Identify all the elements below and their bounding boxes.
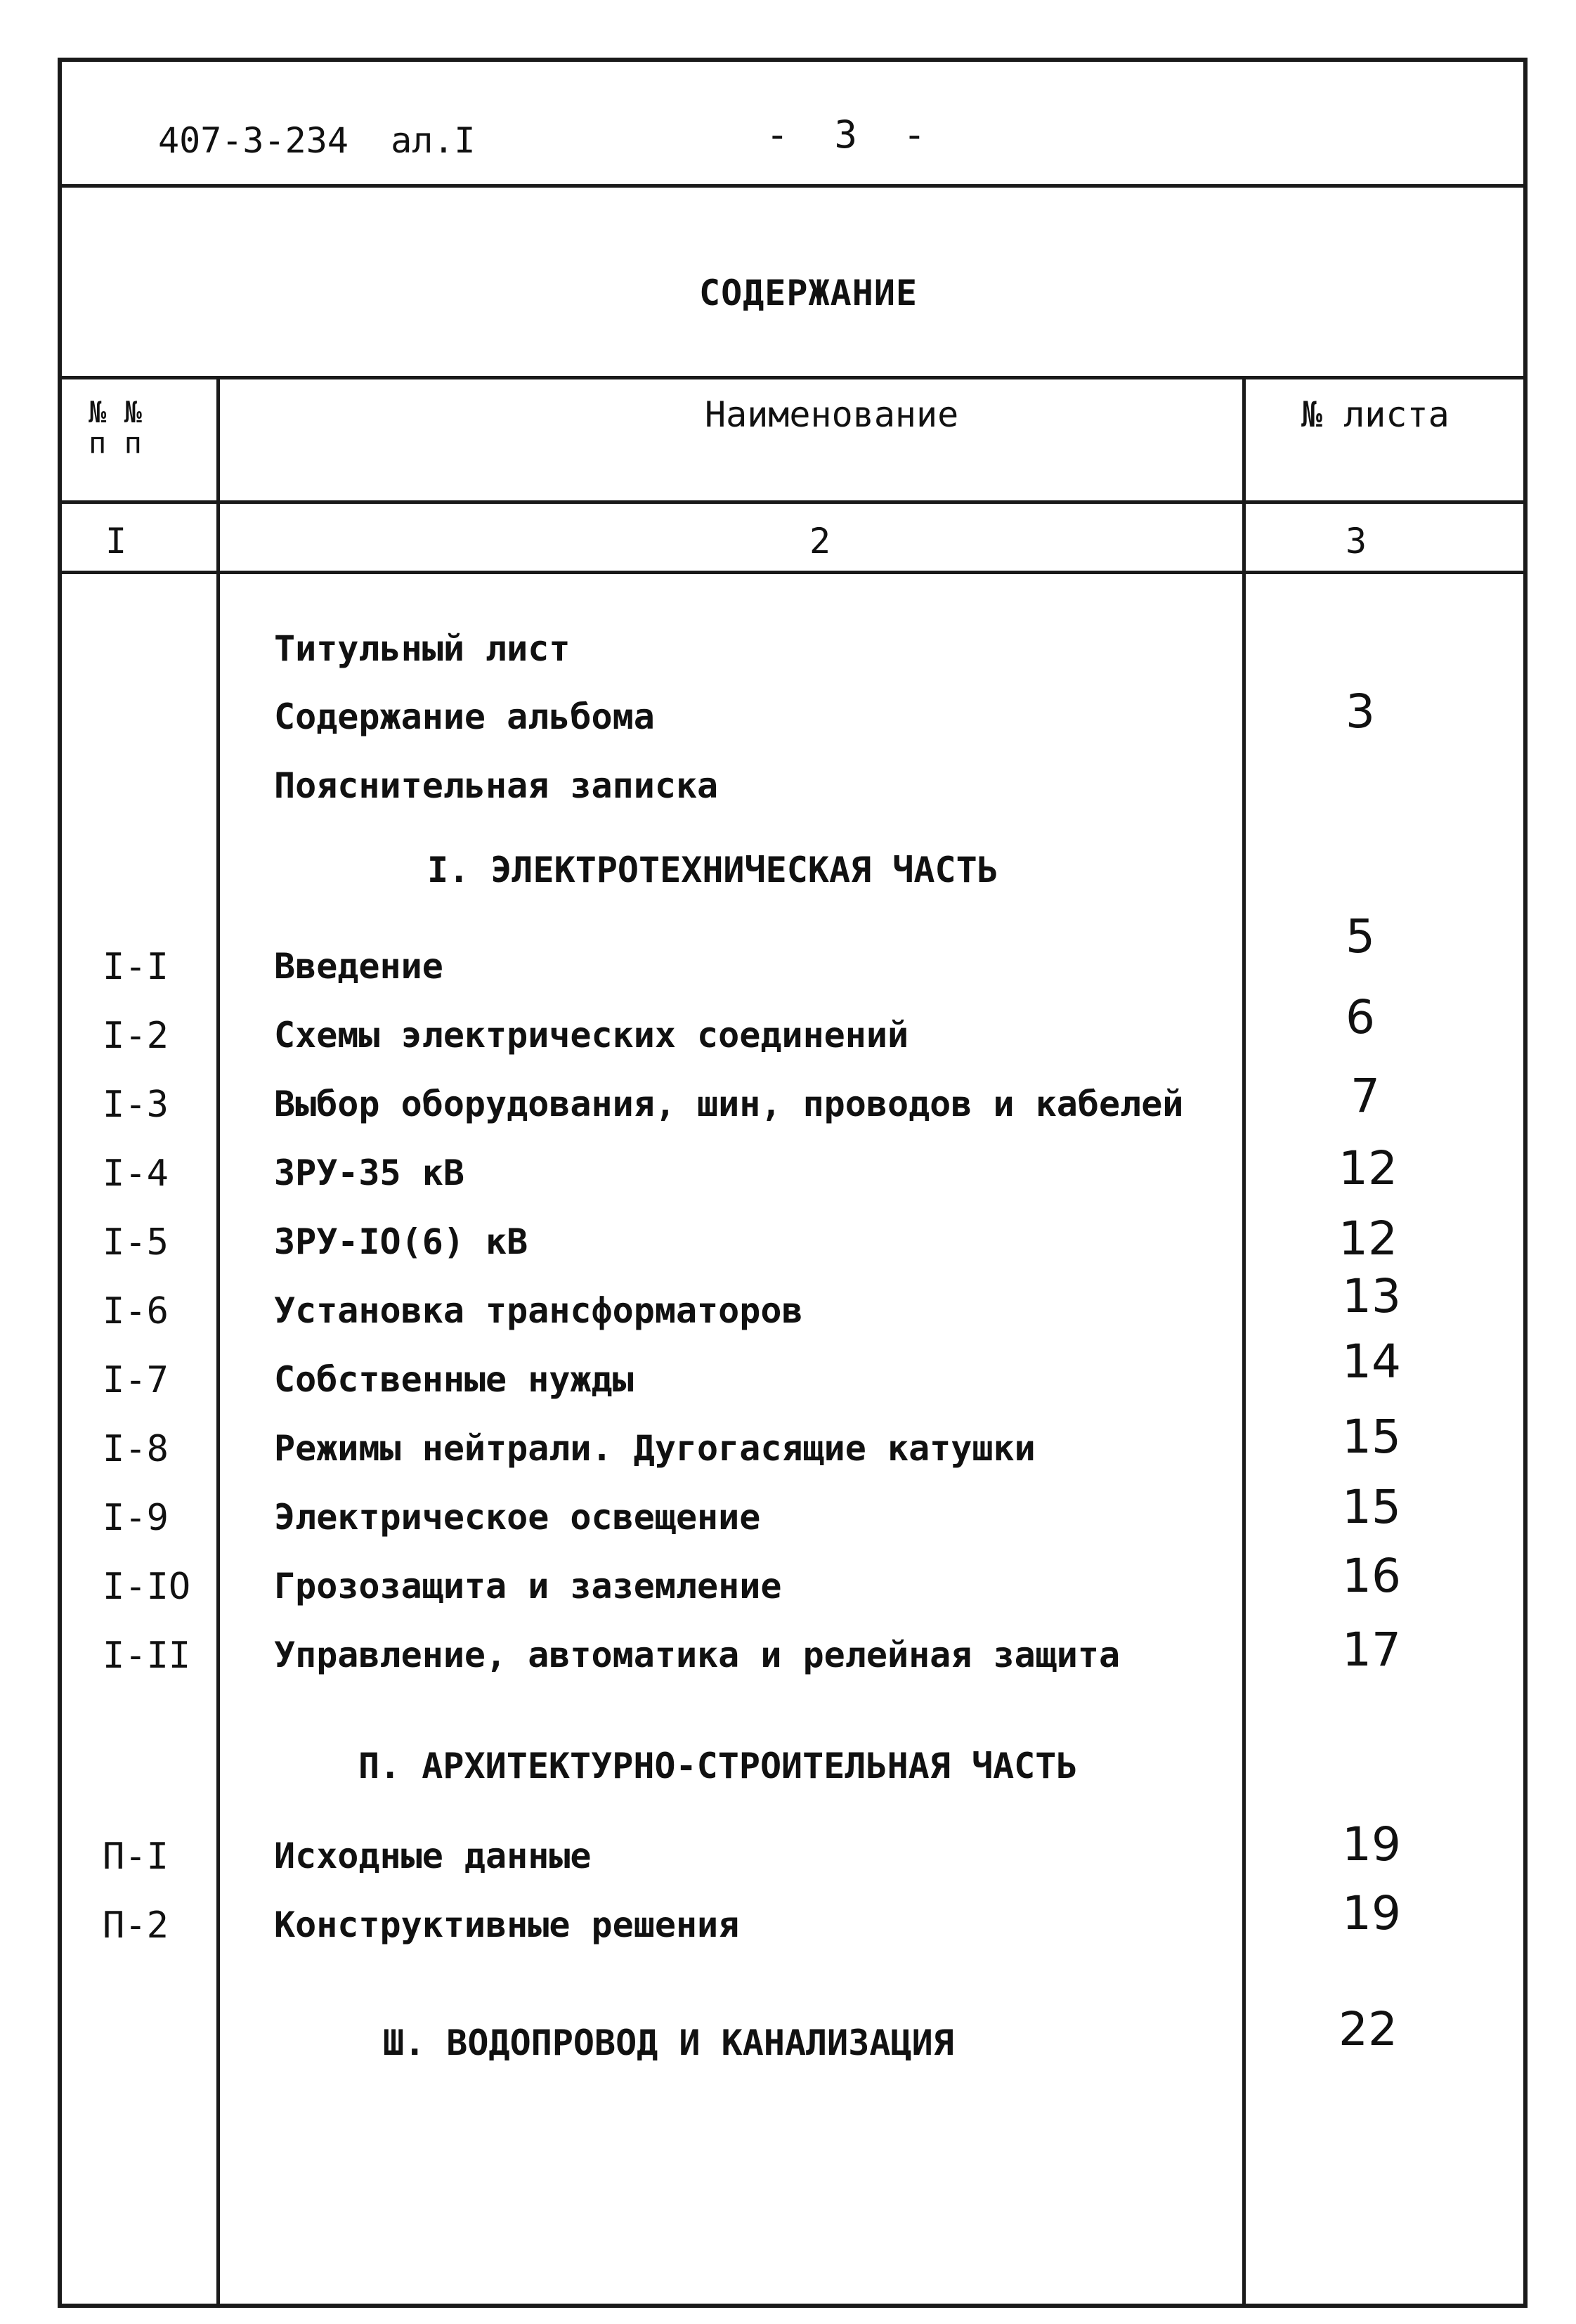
section-title-electrical: I. ЭЛЕКТРОТЕХНИЧЕСКАЯ ЧАСТЬ [427,850,998,890]
toc-page: 12 [1339,1141,1398,1195]
toc-number: I-II [103,1635,191,1677]
toc-page: 6 [1346,990,1375,1044]
toc-page: 16 [1342,1549,1401,1603]
toc-number: I-6 [103,1290,169,1332]
column-header-number: № № п п [89,395,142,461]
column-index-2: 2 [809,521,831,561]
toc-item: Установка трансформаторов [274,1290,803,1331]
toc-item-title-page: Титульный лист [274,628,571,669]
header-divider [58,184,1528,188]
toc-item: Грозозащита и заземление [274,1566,782,1606]
title-divider [58,376,1528,379]
section-title-water-supply: Ш. ВОДОПРОВОД И КАНАЛИЗАЦИЯ [383,2023,954,2063]
toc-page: 5 [1346,909,1375,963]
toc-item: Конструктивные решения [274,1904,740,1945]
toc-number: I-IO [103,1566,191,1608]
toc-number: П-I [103,1836,169,1878]
toc-page: 15 [1342,1480,1401,1534]
toc-item: ЗРУ-35 кВ [274,1153,464,1193]
toc-page-water-supply: 22 [1339,2002,1398,2056]
toc-page: 19 [1342,1817,1401,1871]
column-header-divider [58,500,1528,504]
section-title-architectural: П. АРХИТЕКТУРНО-СТРОИТЕЛЬНАЯ ЧАСТЬ [358,1746,1078,1786]
toc-number: I-8 [103,1428,169,1470]
toc-number: I-9 [103,1497,169,1539]
toc-item: Выбор оборудования, шин, проводов и кабелей [274,1084,1184,1124]
column-index-3: 3 [1346,521,1367,561]
column-header-name: Наименование [705,394,959,435]
index-row-divider [58,571,1528,574]
toc-page: 19 [1342,1886,1401,1940]
toc-page: 7 [1350,1069,1380,1123]
column-header-sheet: № листа [1301,394,1450,435]
toc-page: 17 [1342,1623,1401,1677]
toc-item: Схемы электрических соединений [274,1015,909,1056]
toc-item: Собственные нужды [274,1359,634,1400]
toc-page: 14 [1342,1335,1401,1389]
toc-number: П-2 [103,1904,169,1947]
column-index-1: I [105,521,127,561]
toc-number: I-I [103,946,169,988]
toc-number: I-3 [103,1084,169,1126]
page-title: СОДЕРЖАНИЕ [699,273,918,313]
toc-number: I-7 [103,1359,169,1401]
toc-item: Управление, автоматика и релейная защита [274,1635,1121,1675]
toc-page: 15 [1342,1410,1401,1464]
toc-number: I-5 [103,1221,169,1264]
toc-page-contents: 3 [1346,684,1375,739]
toc-page: 12 [1339,1212,1398,1266]
toc-item-explanatory-note: Пояснительная записка [274,765,719,806]
toc-number: I-2 [103,1015,169,1057]
toc-item: Исходные данные [274,1836,592,1876]
page-number: - 3 - [766,112,926,157]
toc-item-contents: Содержание альбома [274,696,655,737]
toc-item: ЗРУ-IO(6) кВ [274,1221,528,1262]
toc-item: Электрическое освещение [274,1497,761,1538]
toc-item: Введение [274,946,443,987]
toc-number: I-4 [103,1153,169,1195]
document-code: 407-3-234 ал.I [158,120,476,161]
toc-item: Режимы нейтрали. Дугогасящие катушки [274,1428,1036,1469]
toc-page: 13 [1342,1269,1401,1323]
column-divider-1 [216,376,220,2308]
column-divider-2 [1242,376,1246,2308]
